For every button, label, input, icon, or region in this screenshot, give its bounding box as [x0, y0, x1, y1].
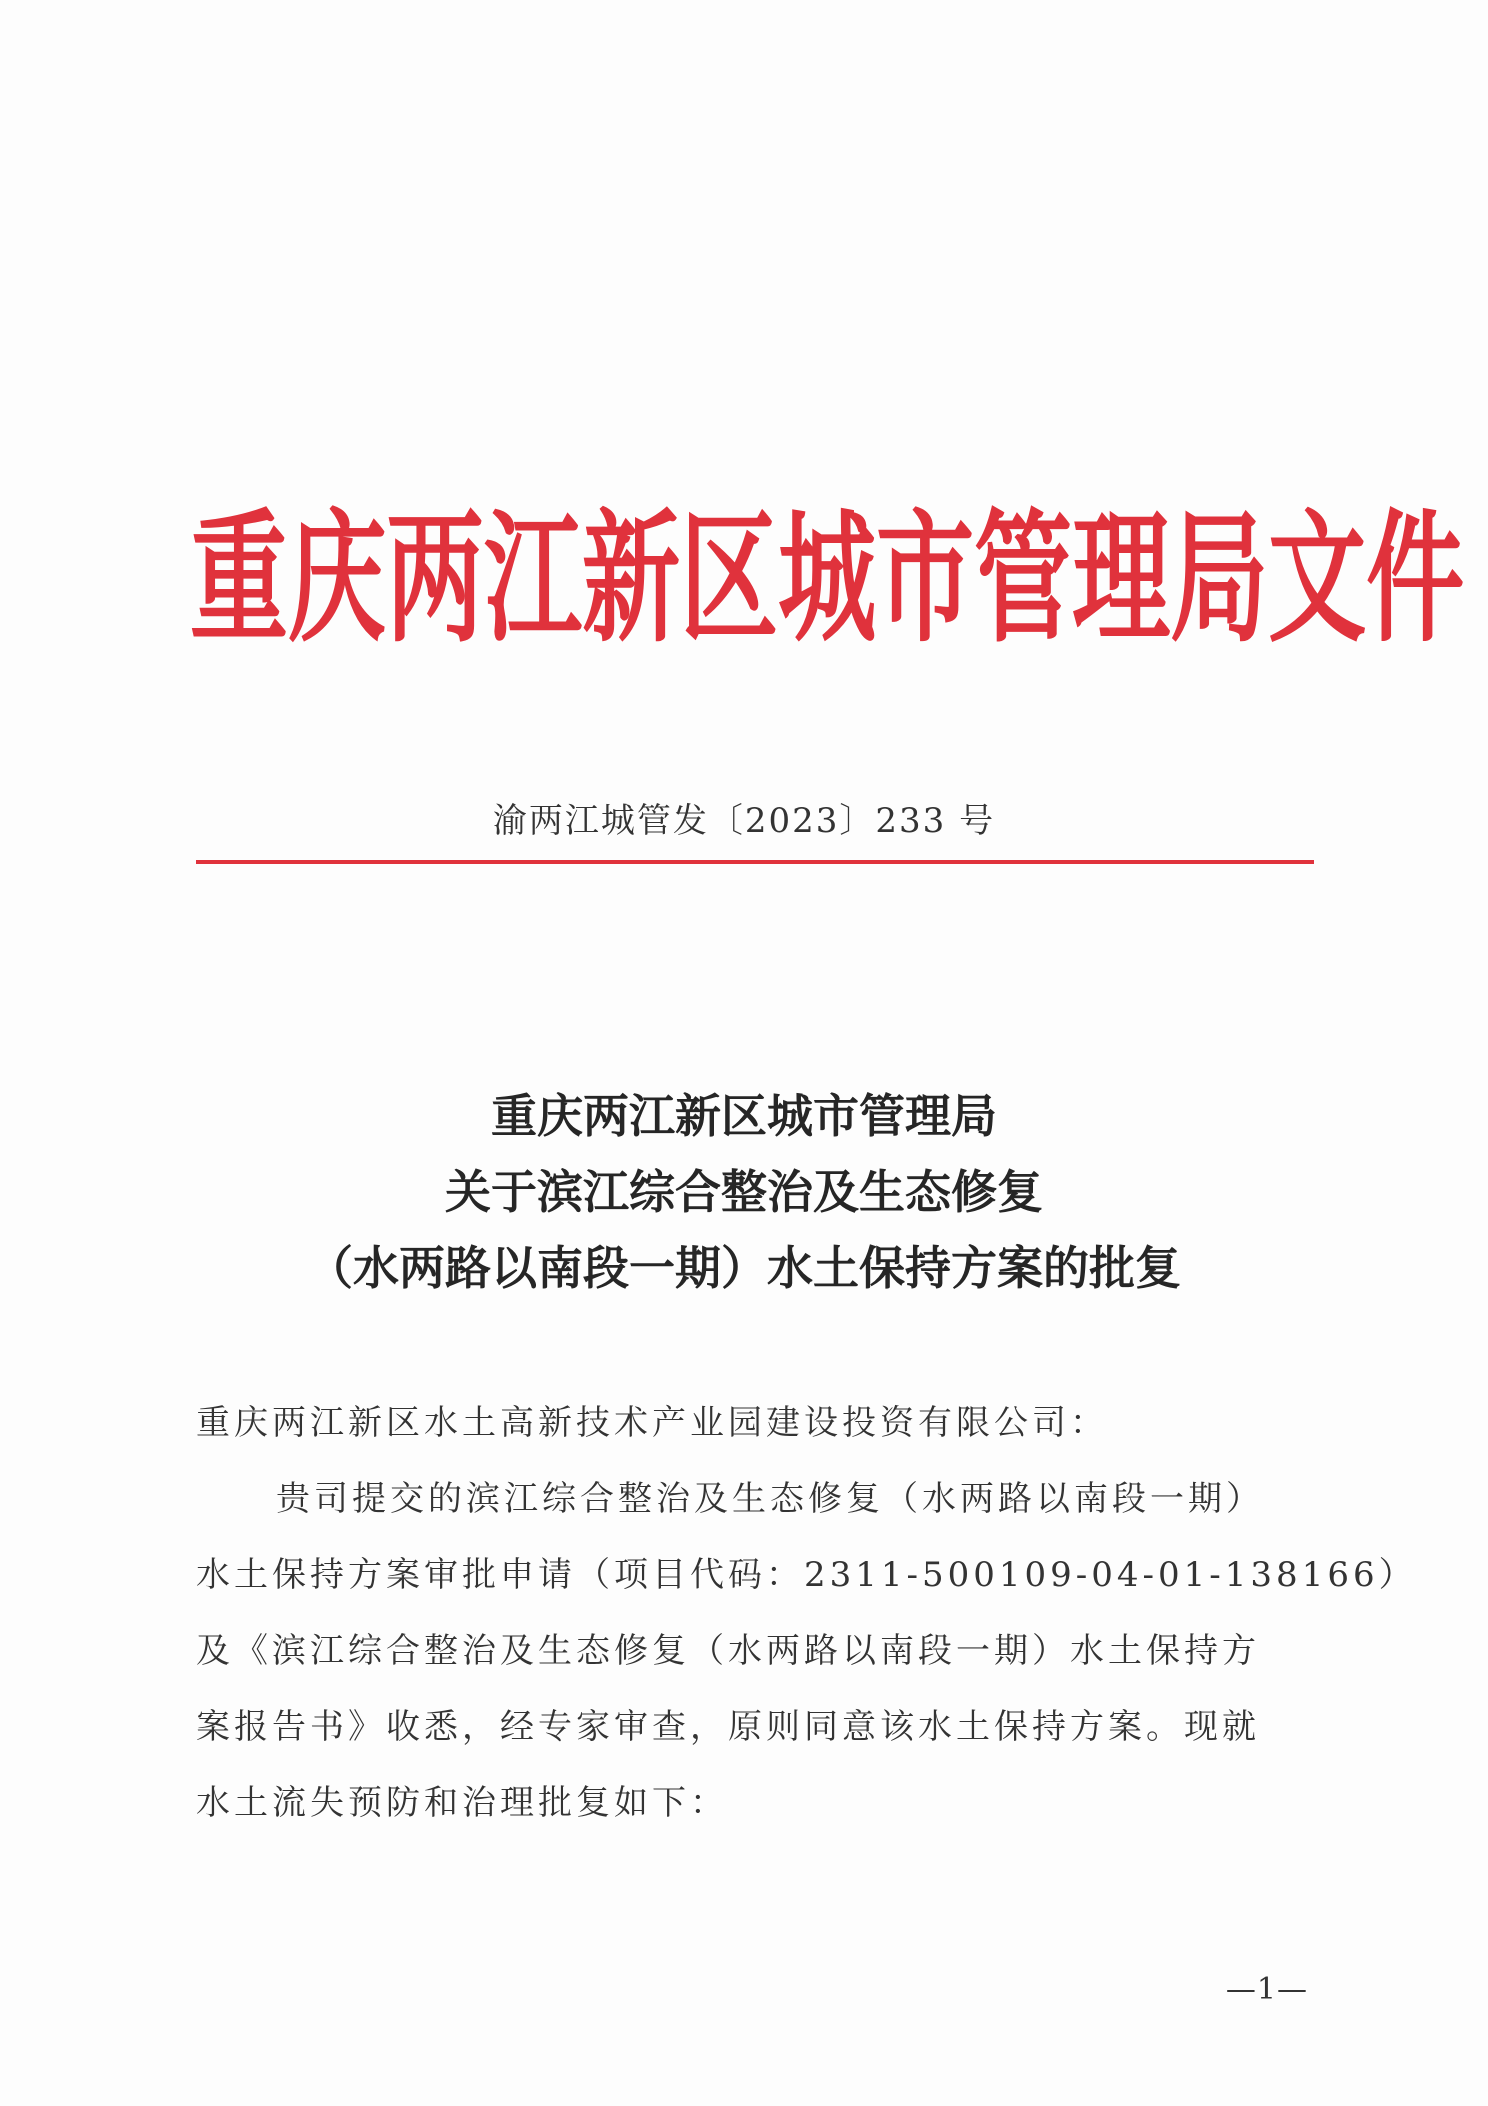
header-char: 两 — [386, 497, 485, 663]
document-header-title — [190, 497, 1465, 663]
document-subject — [0, 1078, 1488, 1306]
header-char: 城 — [778, 497, 877, 663]
header-char: 件 — [1366, 497, 1465, 663]
page-number: —1— — [1225, 1972, 1308, 2007]
header-char: 江 — [484, 497, 583, 663]
document-body — [196, 1385, 1417, 1841]
body-line: 水土保持方案审批申请（项目代码：2311-500109-04-01-138166） — [196, 1555, 1417, 1595]
subject-line: 关于滨江综合整治及生态修复 — [445, 1165, 1043, 1219]
body-line: 及《滨江综合整治及生态修复（水两路以南段一期）水土保持方 — [196, 1631, 1260, 1671]
header-char: 局 — [1170, 497, 1269, 663]
header-char: 新 — [582, 497, 681, 663]
body-line: 贵司提交的滨江综合整治及生态修复（水两路以南段一期） — [276, 1479, 1264, 1519]
document-number: 渝两江城管发〔2023〕233 号 — [492, 801, 996, 841]
subject-line: 重庆两江新区城市管理局 — [491, 1089, 997, 1143]
header-char: 市 — [876, 497, 975, 663]
addressee: 重庆两江新区水土高新技术产业园建设投资有限公司： — [196, 1403, 1108, 1443]
header-divider — [196, 860, 1314, 864]
body-line: 水土流失预防和治理批复如下： — [196, 1783, 728, 1823]
header-char: 管 — [974, 497, 1073, 663]
header-char: 庆 — [288, 497, 387, 663]
header-char: 重 — [190, 497, 289, 663]
header-char: 理 — [1072, 497, 1171, 663]
header-char: 文 — [1268, 497, 1367, 663]
header-char: 区 — [680, 497, 779, 663]
body-line: 案报告书》收悉，经专家审查，原则同意该水土保持方案。现就 — [196, 1707, 1260, 1747]
subject-line: （水两路以南段一期）水土保持方案的批复 — [307, 1241, 1181, 1295]
